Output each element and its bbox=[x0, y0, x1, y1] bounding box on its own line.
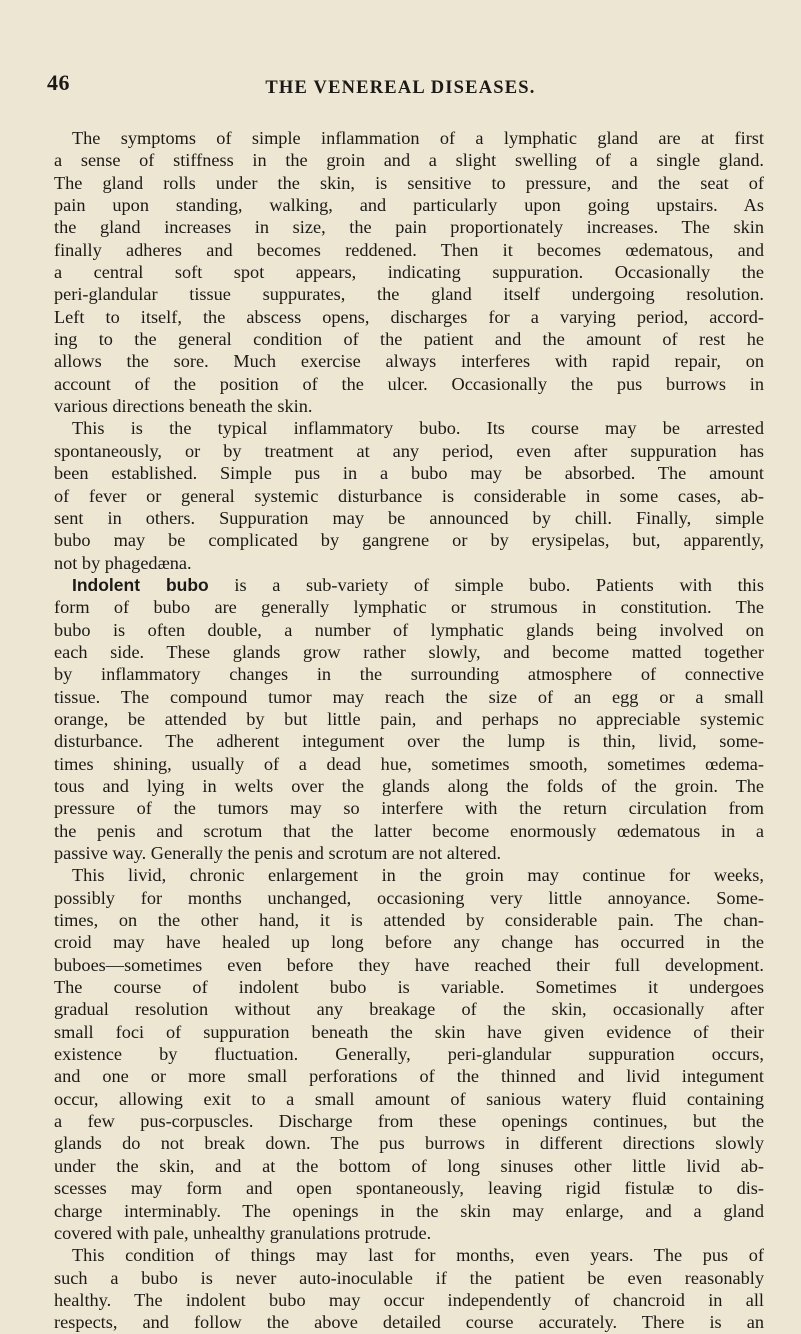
text-line-content: The course of indolent bubo is variable. Sometimes it undergoes bbox=[54, 977, 764, 998]
text-line-content: charge interminably. The openings in the skin may enlarge, and a gland bbox=[54, 1200, 764, 1221]
text-line bbox=[54, 797, 764, 819]
text-line-content: been established. Simple pus in a bubo may be absorbed. The amount bbox=[54, 463, 764, 484]
text-line bbox=[54, 1289, 764, 1311]
text-line bbox=[54, 596, 764, 618]
running-head: THE VENEREAL DISEASES. bbox=[265, 78, 536, 98]
text-line-content: bubo is often double, a number of lymphatic glands being involved on bbox=[54, 619, 764, 640]
text-line bbox=[54, 1132, 764, 1154]
text-line bbox=[54, 216, 764, 238]
text-line-content: form of bubo are generally lymphatic or strumous in constitution. The bbox=[54, 597, 764, 618]
text-line-content: finally adheres and becomes reddened. Then it becomes œdematous, and bbox=[54, 239, 764, 260]
text-line-content: times shining, usually of a dead hue, sometimes smooth, sometimes œdema- bbox=[54, 753, 764, 774]
text-line bbox=[54, 1244, 764, 1266]
text-line-content: existence by fluctuation. Generally, peri-glandular suppuration occurs, bbox=[54, 1044, 764, 1065]
text-line bbox=[54, 730, 764, 752]
text-line-content: tous and lying in welts over the glands along the folds of the groin. The bbox=[54, 775, 764, 796]
text-line bbox=[54, 686, 764, 708]
text-line-content: This is the typical inflammatory bubo. Its course may be arrested bbox=[72, 418, 764, 439]
text-line-content: tissue. The compound tumor may reach the size of an egg or a small bbox=[54, 686, 764, 707]
text-line bbox=[54, 931, 764, 953]
text-line-content: such a bubo is never auto-inoculable if the patient be even reasonably bbox=[54, 1267, 764, 1288]
text-line bbox=[54, 1155, 764, 1177]
text-line bbox=[54, 350, 764, 372]
text-line-content: small foci of suppuration beneath the skin have given evidence of their bbox=[54, 1021, 764, 1042]
text-line-content: the penis and scrotum that the latter become enormously œdematous in a bbox=[54, 820, 764, 841]
text-line-content: peri-glandular tissue suppurates, the gland itself undergoing resolution. bbox=[54, 284, 764, 305]
text-line bbox=[54, 1267, 764, 1289]
text-line bbox=[54, 708, 764, 730]
text-line bbox=[54, 1043, 764, 1065]
text-line-content: various directions beneath the skin. bbox=[54, 396, 313, 417]
text-line bbox=[54, 306, 764, 328]
text-line bbox=[54, 1065, 764, 1087]
text-line-content: This condition of things may last for months, even years. The pus of bbox=[72, 1245, 764, 1266]
text-line-content: This livid, chronic enlargement in the groin may continue for weeks, bbox=[72, 865, 764, 886]
text-line bbox=[54, 1177, 764, 1199]
text-line bbox=[54, 954, 764, 976]
text-line bbox=[54, 1222, 764, 1244]
text-line bbox=[54, 1200, 764, 1222]
text-line bbox=[54, 887, 764, 909]
text-line-content: times, on the other hand, it is attended by considerable pain. The chan- bbox=[54, 910, 764, 931]
text-line-content: gradual resolution without any breakage of the skin, occasionally after bbox=[54, 999, 764, 1020]
text-line-content: each side. These glands grow rather slowly, and become matted together bbox=[54, 641, 764, 662]
text-line-content: a central soft spot appears, indicating suppuration. Occasionally the bbox=[54, 262, 764, 283]
text-line bbox=[54, 641, 764, 663]
text-line-content: croid may have healed up long before any change has occurred in the bbox=[54, 932, 764, 953]
text-line-content: of fever or general systemic disturbance is considerable in some cases, ab- bbox=[54, 485, 764, 506]
text-line-content: covered with pale, unhealthy granulations protrude. bbox=[54, 1222, 432, 1243]
text-line-content: not by phagedæna. bbox=[54, 552, 192, 573]
text-line-content: the gland increases in size, the pain proportionately increases. The skin bbox=[54, 217, 764, 238]
text-line-content: passive way. Generally the penis and scrotum are not altered. bbox=[54, 843, 502, 863]
text-line bbox=[54, 529, 764, 551]
text-line bbox=[54, 1110, 764, 1132]
text-line bbox=[54, 194, 764, 216]
text-line-content: glands do not break down. The pus burrows in different directions slowly bbox=[54, 1133, 764, 1154]
text-line bbox=[54, 373, 764, 395]
text-line-content: buboes—sometimes even before they have reached their full development. bbox=[54, 954, 764, 975]
text-line bbox=[54, 619, 764, 641]
text-line bbox=[54, 976, 764, 998]
text-line bbox=[54, 127, 764, 149]
text-line bbox=[54, 775, 764, 797]
text-line bbox=[54, 239, 764, 261]
text-line-content: occur, allowing exit to a small amount of sanious watery fluid containing bbox=[54, 1088, 764, 1109]
text-line-content: by inflammatory changes in the surrounding atmosphere of connective bbox=[54, 664, 764, 685]
text-line bbox=[54, 574, 764, 596]
text-line bbox=[54, 149, 764, 171]
text-line-content: ing to the general condition of the patient and the amount of rest he bbox=[54, 329, 764, 350]
text-line bbox=[54, 172, 764, 194]
text-line-content: bubo may be complicated by gangrene or by erysipelas, but, apparently, bbox=[54, 530, 764, 551]
text-line-content: pressure of the tumors may so interfere with the return circulation from bbox=[54, 798, 764, 819]
page-number: 46 bbox=[47, 70, 70, 95]
text-line-content: possibly for months unchanged, occasioning very little annoyance. Some- bbox=[54, 887, 764, 908]
text-line bbox=[54, 864, 764, 886]
text-line-content: pain upon standing, walking, and particularly upon going upstairs. As bbox=[54, 195, 764, 216]
lead-term: Indolent bubo bbox=[72, 574, 209, 595]
text-line-content: The gland rolls under the skin, is sensitive to pressure, and the seat of bbox=[54, 172, 764, 193]
text-line-content: a few pus-corpuscles. Discharge from these openings continues, but the bbox=[54, 1111, 764, 1132]
text-line bbox=[54, 395, 764, 417]
text-line bbox=[54, 261, 764, 283]
text-line bbox=[54, 998, 764, 1020]
text-line bbox=[54, 462, 764, 484]
text-line-content: orange, be attended by but little pain, and perhaps no appreciable systemic bbox=[54, 708, 764, 729]
text-line-content: The symptoms of simple inflammation of a lymphatic gland are at first bbox=[72, 128, 764, 148]
text-line-content: healthy. The indolent bubo may occur independently of chancroid in all bbox=[54, 1289, 764, 1310]
text-line bbox=[54, 663, 764, 685]
text-line bbox=[54, 1311, 764, 1333]
text-line bbox=[54, 820, 764, 842]
text-line bbox=[54, 417, 764, 439]
text-line-content: Left to itself, the abscess opens, discharges for a varying period, accord- bbox=[54, 306, 764, 327]
text-line bbox=[54, 842, 764, 864]
text-line bbox=[54, 909, 764, 931]
body-text bbox=[54, 127, 764, 1334]
text-line bbox=[54, 440, 764, 462]
text-line bbox=[54, 328, 764, 350]
text-line bbox=[54, 507, 764, 529]
text-line-content: account of the position of the ulcer. Occasionally the pus burrows in bbox=[54, 373, 764, 394]
text-line-content: is a sub-variety of simple bubo. Patients with this bbox=[208, 574, 764, 595]
text-line-content: allows the sore. Much exercise always interferes with rapid repair, on bbox=[54, 351, 764, 372]
text-line-content: respects, and follow the above detailed course accurately. There is an bbox=[54, 1312, 764, 1333]
text-line bbox=[54, 485, 764, 507]
text-line-content: disturbance. The adherent integument over the lump is thin, livid, some- bbox=[54, 731, 764, 752]
text-line-content: sent in others. Suppuration may be announced by chill. Finally, simple bbox=[54, 507, 764, 528]
text-line bbox=[54, 753, 764, 775]
text-line bbox=[54, 1088, 764, 1110]
text-line-content: spontaneously, or by treatment at any period, even after suppuration has bbox=[54, 440, 764, 461]
text-line bbox=[54, 283, 764, 305]
text-line-content: under the skin, and at the bottom of long sinuses other little livid ab- bbox=[54, 1155, 764, 1176]
text-line bbox=[54, 552, 764, 574]
text-line-content: a sense of stiffness in the groin and a slight swelling of a single gland. bbox=[54, 150, 764, 171]
text-line bbox=[54, 1021, 764, 1043]
text-line-content: and one or more small perforations of the thinned and livid integument bbox=[54, 1066, 764, 1087]
text-line-content: scesses may form and open spontaneously, leaving rigid fistulæ to dis- bbox=[54, 1178, 764, 1199]
